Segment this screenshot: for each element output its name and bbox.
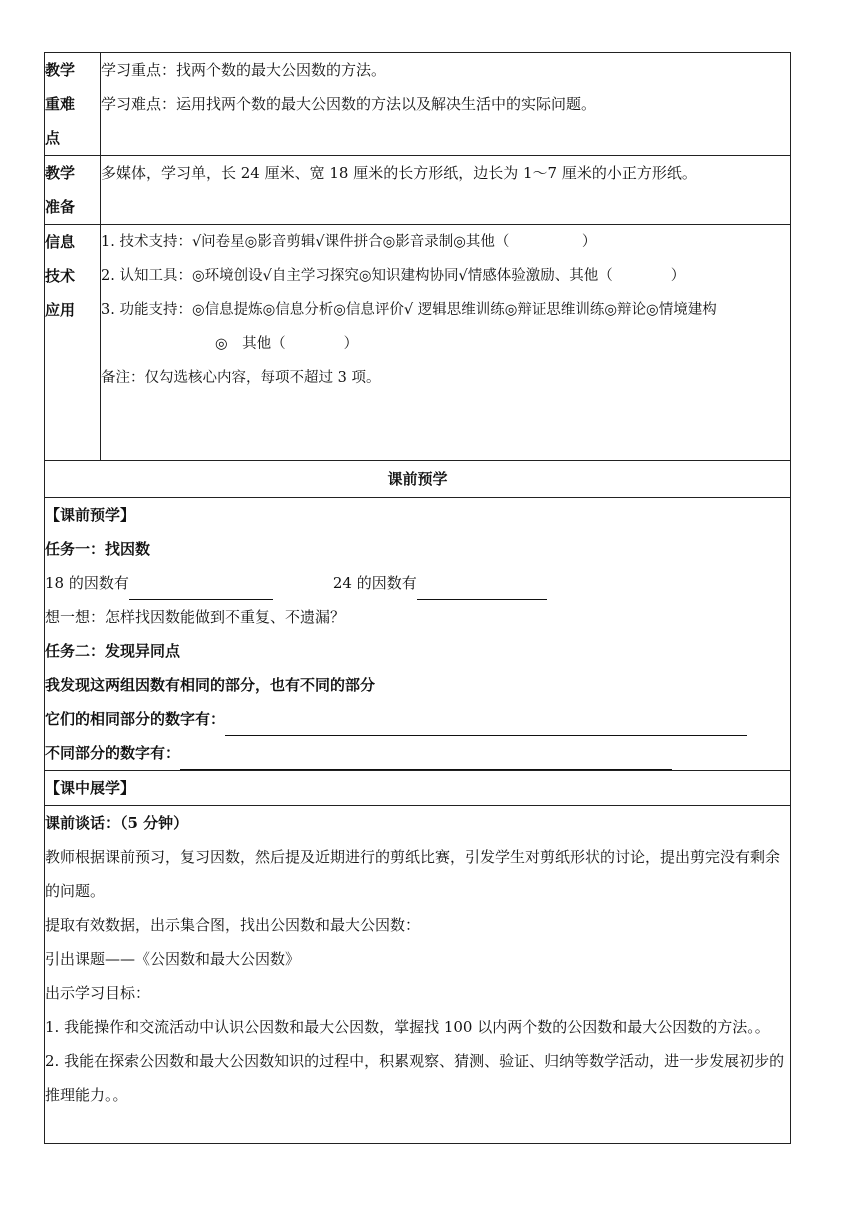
key-point-line: 学习重点：找两个数的最大公因数的方法。 xyxy=(101,61,387,79)
talk-para-2: 提取有效数据，出示集合图，找出公因数和最大公因数： xyxy=(45,916,421,934)
factors-24-label: 24 的因数有 xyxy=(332,574,417,592)
row-it-application xyxy=(45,225,791,461)
talk-para-4: 出示学习目标： xyxy=(45,984,151,1002)
factors-line xyxy=(45,566,790,600)
task2-title: 任务二：发现异同点 xyxy=(45,642,181,660)
talk-title: 课前谈话：（5 分钟） xyxy=(45,814,189,832)
task1-title: 任务一：找因数 xyxy=(45,540,151,558)
label-part: 点 xyxy=(45,129,61,147)
row-preview-content xyxy=(45,498,791,771)
lesson-plan-table xyxy=(44,52,791,1144)
goal-1: 1. 我能操作和交流活动中认识公因数和最大公因数，掌握找 100 以内两个数的公因数和最大公因数的方法。。 xyxy=(45,1018,770,1036)
lesson-plan-page xyxy=(44,52,790,1144)
tech-support-line: 1. 技术支持：√问卷星◎影音剪辑√课件拼合◎影音录制◎其他（ ） xyxy=(101,234,597,250)
preview-content xyxy=(45,498,791,771)
it-application-content xyxy=(101,225,791,461)
preparation-content xyxy=(101,156,791,225)
preview-title: 【课前预学】 xyxy=(45,506,136,524)
class-section-title: 【课中展学】 xyxy=(45,771,791,806)
function-support-line: 3. 功能支持：◎信息提炼◎信息分析◎信息评价√ 逻辑思维训练◎辩证思维训练◎辩论◎情境建构 xyxy=(101,302,717,318)
cognitive-tools-line: 2. 认知工具：◎环境创设√自主学习探究◎知识建构协同√情感体验激励、其他（ ） xyxy=(101,268,686,284)
factors-18-label: 18 的因数有 xyxy=(45,574,129,592)
talk-para-1: 教师根据课前预习，复习因数，然后提及近期进行的剪纸比赛，引发学生对剪纸形状的讨论，提出剪完没有剩余的问题。 xyxy=(45,848,781,900)
factors-18-blank[interactable] xyxy=(129,577,273,600)
goal-2: 2. 我能在探索公因数和最大公因数知识的过程中，积累观察、猜测、验证、归纳等数学活动，进一步发展初步的推理能力。。 xyxy=(45,1052,785,1104)
label-key-points xyxy=(45,53,101,156)
key-points-content xyxy=(101,53,791,156)
label-part: 教学 xyxy=(45,164,76,182)
label-part: 教学 xyxy=(45,61,76,79)
difficulty-line: 学习难点：运用找两个数的最大公因数的方法以及解决生活中的实际问题。 xyxy=(101,95,597,113)
row-preparation xyxy=(45,156,791,225)
same-part-line xyxy=(45,702,790,736)
label-preparation xyxy=(45,156,101,225)
think-line: 想一想：怎样找因数能做到不重复、不遗漏？ xyxy=(45,608,346,626)
label-part: 技术 xyxy=(45,267,76,285)
label-part: 重难 xyxy=(45,95,76,113)
talk-para-3: 引出课题——《公因数和最大公因数》 xyxy=(45,950,301,968)
label-it-application xyxy=(45,225,101,461)
other-line: ◎ 其他（ ） xyxy=(215,336,359,352)
note-line: 备注：仅勾选核心内容，每项不超过 3 项。 xyxy=(101,370,381,386)
row-class-content xyxy=(45,806,791,1144)
label-part: 准备 xyxy=(45,198,76,216)
diff-part-line xyxy=(45,736,790,770)
row-class-heading xyxy=(45,771,791,806)
diff-part-blank[interactable] xyxy=(180,747,672,770)
label-part: 信息 xyxy=(45,233,76,251)
diff-part-label: 不同部分的数字有： xyxy=(45,744,181,762)
same-part-blank[interactable] xyxy=(225,713,747,736)
same-part-label: 它们的相同部分的数字有： xyxy=(45,710,226,728)
label-part: 应用 xyxy=(45,301,76,319)
preparation-text: 多媒体，学习单，长 24 厘米、宽 18 厘米的长方形纸，边长为 1～7 厘米的小正方形纸。 xyxy=(101,164,697,182)
factors-24-blank[interactable] xyxy=(417,577,547,600)
row-key-points xyxy=(45,53,791,156)
row-preview-heading xyxy=(45,461,791,498)
class-content xyxy=(45,806,791,1144)
preview-heading: 课前预学 xyxy=(45,461,791,498)
discover-line: 我发现这两组因数有相同的部分，也有不同的部分 xyxy=(45,676,376,694)
